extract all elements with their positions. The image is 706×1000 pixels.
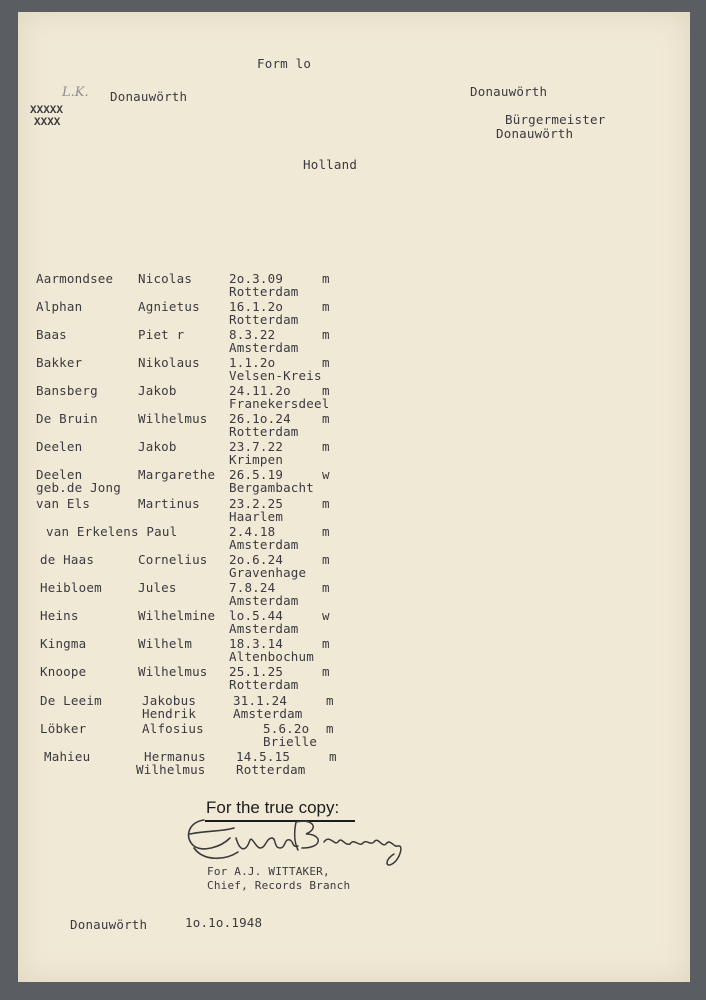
entry-given-name: Nicolas xyxy=(138,271,193,286)
entry-birth-date: 18.3.14 xyxy=(229,636,284,651)
entry-surname: Bansberg xyxy=(36,383,98,398)
entry-birth-place: Amsterdam xyxy=(229,537,299,552)
entry-given-name: Jules xyxy=(138,580,177,595)
footer-place: Donauwörth xyxy=(70,917,148,932)
entry-birth-place: Haarlem xyxy=(229,509,284,524)
entry-birth-date: 7.8.24 xyxy=(229,580,276,595)
header-right-title: Bürgermeister xyxy=(505,112,606,127)
entry-birth-place: Rotterdam xyxy=(229,284,299,299)
entry-birth-date: 16.1.2o xyxy=(229,299,284,314)
entry-sex: m xyxy=(326,721,334,736)
entry-sex: m xyxy=(322,411,330,426)
true-copy-label: For the true copy: xyxy=(206,798,340,817)
strikeout-mark-1: XXXXX xyxy=(30,105,64,117)
entry-surname: Heins xyxy=(40,608,79,623)
entry-sex: m xyxy=(322,327,330,342)
entry-given-name: Jakob xyxy=(138,439,177,454)
entry-sex: m xyxy=(329,749,337,764)
entry-sex: m xyxy=(322,524,330,539)
entry-given-name: Alfosius xyxy=(142,721,204,736)
entry-surname: Mahieu xyxy=(44,749,91,764)
certifier-line: For A.J. WITTAKER, xyxy=(207,865,330,878)
entry-given-name-secondary: Hendrik xyxy=(142,706,197,721)
entry-birth-date: 31.1.24 xyxy=(233,693,288,708)
header-right-place: Donauwörth xyxy=(470,84,548,99)
entry-given-name: Wilhelmus xyxy=(138,664,208,679)
entry-surname: De Leeim xyxy=(40,693,102,708)
entry-birth-place: Altenbochum xyxy=(229,649,314,664)
form-label: Form lo xyxy=(257,56,312,71)
entry-birth-place: Rotterdam xyxy=(229,424,299,439)
list-item xyxy=(0,384,706,410)
list-item xyxy=(0,581,706,607)
entry-sex: w xyxy=(322,608,330,623)
entry-birth-place: Amsterdam xyxy=(229,340,299,355)
entry-surname: de Haas xyxy=(40,552,95,567)
header-right-town: Donauwörth xyxy=(496,126,574,141)
entry-given-name: Jakobus xyxy=(142,693,197,708)
entry-surname: Deelen xyxy=(36,467,83,482)
entry-sex: m xyxy=(322,299,330,314)
entry-sex: m xyxy=(322,664,330,679)
entry-surname: van Erkelens Paul xyxy=(46,524,178,539)
entry-surname: Deelen xyxy=(36,439,83,454)
entry-birth-date: 2o.3.09 xyxy=(229,271,284,286)
entry-surname: Löbker xyxy=(40,721,87,736)
entry-given-name: Margarethe xyxy=(138,467,216,482)
entry-birth-place: Franekersdeel xyxy=(229,396,330,411)
entry-birth-date: 23.2.25 xyxy=(229,496,284,511)
list-item xyxy=(0,609,706,635)
entry-birth-place: Rotterdam xyxy=(236,762,306,777)
entry-given-name: Agnietus xyxy=(138,299,200,314)
entry-birth-place: Rotterdam xyxy=(229,312,299,327)
entry-birth-date: 2o.6.24 xyxy=(229,552,284,567)
entry-birth-date: 26.5.19 xyxy=(229,467,284,482)
entry-surname: Baas xyxy=(36,327,67,342)
entry-sex: m xyxy=(322,636,330,651)
entry-sex: m xyxy=(322,552,330,567)
list-item xyxy=(0,412,706,438)
entry-sex: m xyxy=(322,355,330,370)
entry-surname-secondary: geb.de Jong xyxy=(36,480,121,495)
strikeout-mark-2: XXXX xyxy=(34,117,61,129)
entry-given-name: Hermanus xyxy=(144,749,206,764)
entry-birth-place: Amsterdam xyxy=(229,621,299,636)
entry-surname: van Els xyxy=(36,496,91,511)
entry-sex: m xyxy=(322,271,330,286)
entry-birth-place: Velsen-Kreis xyxy=(229,368,322,383)
entry-sex: m xyxy=(322,580,330,595)
list-item xyxy=(0,665,706,691)
entry-given-name: Piet r xyxy=(138,327,185,342)
entry-birth-place: Amsterdam xyxy=(233,706,303,721)
entry-birth-place: Brielle xyxy=(263,734,318,749)
list-item xyxy=(0,722,706,748)
entry-surname: Bakker xyxy=(36,355,83,370)
entry-birth-date: 25.1.25 xyxy=(229,664,284,679)
list-item xyxy=(0,637,706,663)
list-item xyxy=(0,497,706,523)
entry-birth-date: 14.5.15 xyxy=(236,749,291,764)
list-item xyxy=(0,328,706,354)
list-item xyxy=(0,356,706,382)
entry-surname: Alphan xyxy=(36,299,83,314)
entry-given-name: Nikolaus xyxy=(138,355,200,370)
entry-surname: Knoope xyxy=(40,664,87,679)
entry-birth-date: 8.3.22 xyxy=(229,327,276,342)
entry-surname: Aarmondsee xyxy=(36,271,114,286)
entry-given-name: Martinus xyxy=(138,496,200,511)
list-item xyxy=(0,272,706,298)
entry-sex: w xyxy=(322,467,330,482)
entry-birth-date: 2.4.18 xyxy=(229,524,276,539)
entry-sex: m xyxy=(322,439,330,454)
entry-given-name: Wilhelmine xyxy=(138,608,216,623)
entry-surname: De Bruin xyxy=(36,411,98,426)
entry-birth-date: 26.1o.24 xyxy=(229,411,291,426)
list-item xyxy=(0,694,706,720)
entry-surname: Kingma xyxy=(40,636,87,651)
entry-birth-place: Krimpen xyxy=(229,452,284,467)
entry-sex: m xyxy=(322,383,330,398)
entry-birth-date: 1.1.2o xyxy=(229,355,276,370)
list-item xyxy=(0,300,706,326)
list-item xyxy=(0,525,706,551)
certifier-title: Chief, Records Branch xyxy=(207,879,351,892)
country-heading: Holland xyxy=(303,157,358,172)
list-item xyxy=(0,750,706,776)
entry-birth-date: lo.5.44 xyxy=(229,608,284,623)
entry-sex: m xyxy=(322,496,330,511)
footer-date: 1o.1o.1948 xyxy=(185,915,263,930)
handwritten-initials: L.K. xyxy=(62,85,89,100)
list-item xyxy=(0,440,706,466)
entry-birth-place: Rotterdam xyxy=(229,677,299,692)
entry-birth-place: Amsterdam xyxy=(229,593,299,608)
entry-birth-date: 5.6.2o xyxy=(263,721,310,736)
list-item xyxy=(0,468,706,494)
entry-given-name: Jakob xyxy=(138,383,177,398)
entry-given-name: Cornelius xyxy=(138,552,208,567)
entry-given-name: Wilhelmus xyxy=(138,411,208,426)
entry-surname: Heibloem xyxy=(40,580,102,595)
entry-birth-date: 24.11.2o xyxy=(229,383,291,398)
entry-given-name: Wilhelm xyxy=(138,636,193,651)
entry-birth-date: 23.7.22 xyxy=(229,439,284,454)
list-item xyxy=(0,553,706,579)
entry-sex: m xyxy=(326,693,334,708)
header-left-place: Donauwörth xyxy=(110,89,188,104)
entry-birth-place: Bergambacht xyxy=(229,480,314,495)
entry-given-name-secondary: Wilhelmus xyxy=(136,762,206,777)
entry-birth-place: Gravenhage xyxy=(229,565,307,580)
